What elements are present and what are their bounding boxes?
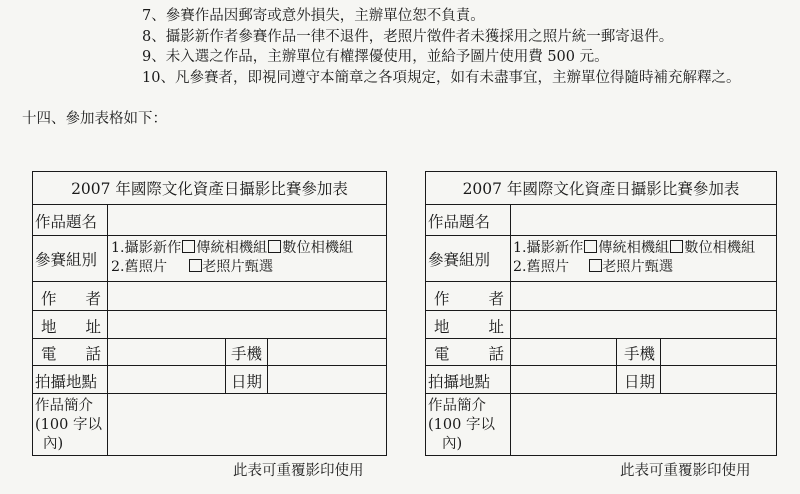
option-old-photo-selection-label: 老照片甄選 <box>202 259 274 275</box>
checkbox-old-photo[interactable] <box>589 259 602 272</box>
label-author: 作 者 <box>434 290 504 308</box>
section-heading: 十四、參加表格如下： <box>22 111 167 127</box>
row-divider <box>426 235 776 236</box>
label-group: 參賽組別 <box>35 251 98 269</box>
rule-item: 9、未入選之作品，主辦單位有權擇優使用，並給予圖片使用費 500 元。 <box>142 49 609 66</box>
form-footer-note: 此表可重覆影印使用 <box>233 463 364 479</box>
address-field[interactable] <box>511 311 776 338</box>
author-field[interactable] <box>511 282 776 310</box>
option-film-camera-label: 傳統相機組 <box>598 240 670 256</box>
label-address: 地 址 <box>41 318 101 336</box>
option-new-work-label: 1.攝影新作 <box>513 240 584 256</box>
form-title: 2007 年國際文化資產日攝影比賽參加表 <box>462 180 740 198</box>
checkbox-digital-camera[interactable] <box>268 240 281 253</box>
row-divider <box>33 235 386 236</box>
label-intro: 作品簡介 (100 字以 內) <box>428 398 495 452</box>
rule-item: 8、攝影新作者參賽作品一律不退件，老照片徵件者未獲採用之照片統一郵寄退件。 <box>142 28 674 45</box>
date-field[interactable] <box>661 366 776 393</box>
rule-item: 7、參賽作品因郵寄或意外損失，主辦單位恕不負責。 <box>142 8 485 24</box>
rules-list <box>142 6 740 88</box>
option-old-photo-selection-label: 老照片甄選 <box>602 259 674 275</box>
label-location: 拍攝地點 <box>428 373 491 391</box>
option-film-camera-label: 傳統相機組 <box>196 240 268 256</box>
form-title: 2007 年國際文化資產日攝影比賽參加表 <box>71 180 348 198</box>
date-field[interactable] <box>268 366 386 393</box>
entry-form-right <box>425 171 777 456</box>
option-old-photo-label: 2.舊照片 <box>513 259 570 275</box>
entry-form-left <box>32 171 387 456</box>
column-divider <box>616 338 617 393</box>
label-date: 日期 <box>231 373 263 391</box>
checkbox-film-camera[interactable] <box>584 240 597 253</box>
column-divider <box>225 338 226 393</box>
option-digital-camera-label: 數位相機組 <box>282 240 354 256</box>
group-options <box>513 239 755 277</box>
label-phone: 電 話 <box>434 345 504 363</box>
label-work-title: 作品題名 <box>35 213 98 231</box>
label-mobile: 手機 <box>231 345 263 363</box>
location-field[interactable] <box>108 366 225 393</box>
label-location: 拍攝地點 <box>35 373 98 391</box>
option-digital-camera-label: 數位相機組 <box>684 240 756 256</box>
intro-field[interactable] <box>108 394 386 456</box>
rule-item: 10、凡參賽者，即視同遵守本簡章之各項規定，如有未盡事宜，主辦單位得隨時補充解釋之。 <box>142 69 741 86</box>
label-author: 作 者 <box>41 290 101 308</box>
label-work-title: 作品題名 <box>428 213 491 231</box>
work-title-field[interactable] <box>511 205 776 235</box>
phone-field[interactable] <box>511 339 616 365</box>
label-phone: 電 話 <box>41 345 101 363</box>
label-address: 地 址 <box>434 318 504 336</box>
group-options <box>111 239 353 277</box>
form-footer-note: 此表可重覆影印使用 <box>620 463 751 479</box>
mobile-field[interactable] <box>661 339 776 365</box>
checkbox-old-photo[interactable] <box>189 259 202 272</box>
author-field[interactable] <box>108 282 386 310</box>
mobile-field[interactable] <box>268 339 386 365</box>
checkbox-film-camera[interactable] <box>182 240 195 253</box>
address-field[interactable] <box>108 311 386 338</box>
intro-field[interactable] <box>511 394 776 456</box>
phone-field[interactable] <box>108 339 225 365</box>
work-title-field[interactable] <box>108 205 386 235</box>
location-field[interactable] <box>511 366 616 393</box>
label-intro: 作品簡介 (100 字以 內) <box>35 398 102 452</box>
option-old-photo-label: 2.舊照片 <box>111 259 168 275</box>
label-mobile: 手機 <box>624 345 656 363</box>
label-group: 參賽組別 <box>428 251 491 269</box>
option-new-work-label: 1.攝影新作 <box>111 240 182 256</box>
checkbox-digital-camera[interactable] <box>670 240 683 253</box>
label-date: 日期 <box>624 373 656 391</box>
